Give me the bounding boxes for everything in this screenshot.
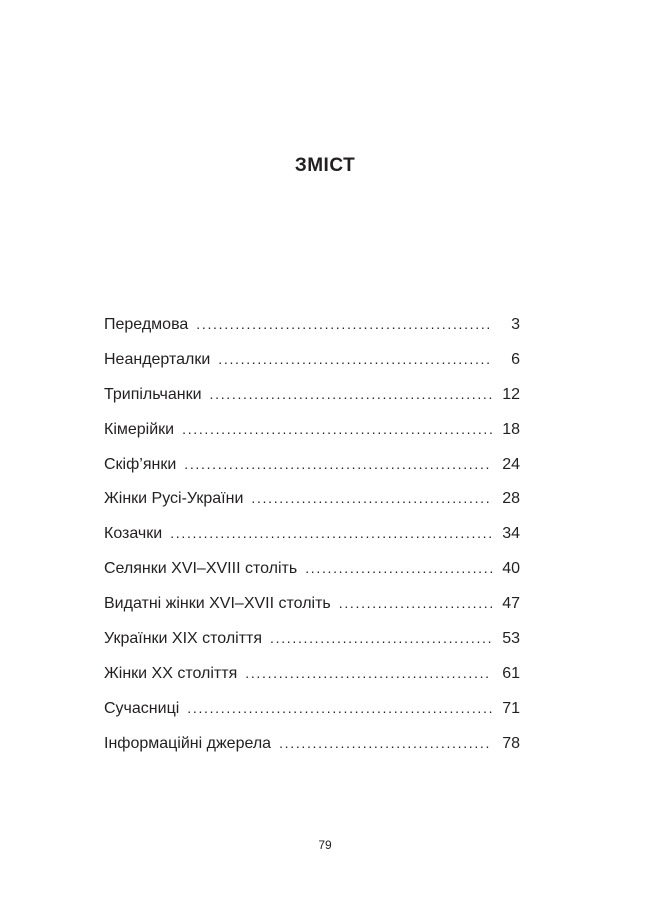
dot-leader [279, 732, 492, 754]
toc-entry-page: 78 [502, 734, 520, 752]
toc-entry-page: 34 [502, 525, 520, 543]
toc-entry-title: Видатні жінки XVI–XVII століть [104, 595, 331, 613]
toc-entry-title: Українки XIX століття [104, 630, 263, 648]
toc-entry-page: 18 [502, 420, 520, 438]
toc-entry-page: 3 [511, 316, 520, 333]
dot-leader [210, 383, 492, 405]
toc-entry-page: 71 [502, 699, 520, 717]
toc-entry [104, 383, 520, 418]
dot-leader [184, 453, 492, 475]
dot-leader [187, 697, 492, 719]
table-of-contents [104, 313, 520, 767]
toc-entry [104, 313, 520, 348]
toc-entry-page: 61 [502, 664, 520, 682]
toc-entry [104, 487, 520, 522]
dot-leader [182, 418, 492, 440]
toc-entry [104, 627, 520, 662]
toc-entry-title: Інформаційні джерела [104, 734, 272, 752]
toc-entry [104, 592, 520, 627]
toc-entry [104, 557, 520, 592]
toc-entry-page: 12 [502, 385, 520, 403]
toc-entry [104, 732, 520, 767]
toc-entry-title: Передмова [104, 316, 189, 333]
toc-entry-title: Кімерійки [104, 420, 175, 438]
toc-entry-title: Селянки XVI–XVIII століть [104, 560, 298, 578]
toc-entry-page: 24 [502, 455, 520, 473]
toc-entry-page: 53 [502, 630, 520, 648]
toc-entry-page: 6 [511, 350, 520, 368]
dot-leader [170, 522, 492, 544]
toc-entry [104, 453, 520, 488]
page-number: 79 [318, 838, 332, 852]
toc-entry-title: Скіф’янки [104, 455, 177, 473]
toc-entry-title: Жінки Русі-України [104, 490, 244, 508]
toc-entry-page: 28 [502, 490, 520, 508]
toc-entry-page: 40 [502, 560, 520, 578]
toc-entry-title: Козачки [104, 525, 163, 543]
toc-entry-title: Неандерталки [104, 350, 211, 368]
toc-entry-title: Жінки XX століття [104, 664, 238, 682]
dot-leader [305, 557, 492, 579]
dot-leader [245, 662, 492, 684]
toc-entry-title: Сучасниці [104, 699, 180, 717]
toc-entry [104, 522, 520, 557]
dot-leader [196, 313, 492, 335]
toc-entry-page: 47 [502, 595, 520, 613]
dot-leader [339, 592, 492, 614]
toc-entry-title: Трипільчанки [104, 385, 202, 403]
toc-entry [104, 662, 520, 697]
page-title: ЗМІСТ [294, 155, 356, 176]
toc-entry [104, 348, 520, 383]
dot-leader [218, 348, 492, 370]
toc-entry [104, 697, 520, 732]
dot-leader [270, 627, 492, 649]
dot-leader [251, 487, 492, 509]
toc-entry [104, 418, 520, 453]
